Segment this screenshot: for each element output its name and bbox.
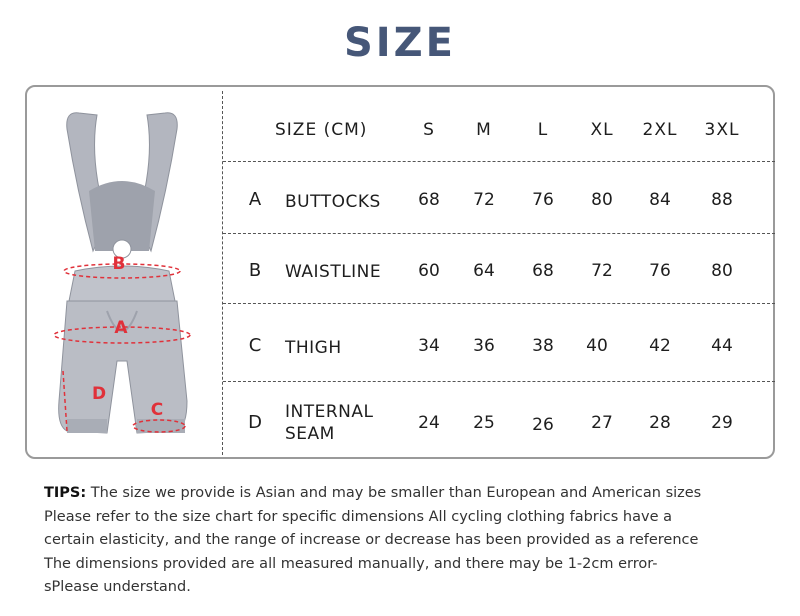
tips-label: TIPS:	[44, 485, 87, 501]
marker-d: D	[91, 384, 107, 404]
table-cell: 60	[418, 261, 440, 281]
table-header-size: XL	[590, 120, 614, 140]
tips-note	[44, 482, 764, 600]
table-cell: 40	[586, 336, 608, 356]
row-separator	[223, 381, 775, 382]
tips-line: The dimensions provided are all measured manually, and there may be 1-2cm error-	[44, 555, 658, 572]
page-title: SIZE	[343, 20, 457, 66]
size-chart-card	[25, 85, 775, 459]
marker-a: A	[114, 318, 128, 338]
table-cell: 68	[418, 190, 440, 210]
table-header-size: 2XL	[642, 120, 678, 140]
table-cell: 27	[591, 413, 613, 433]
row-separator	[223, 303, 775, 304]
row-label: SEAM	[285, 424, 335, 444]
row-letter: B	[248, 260, 262, 281]
table-cell: 80	[591, 190, 613, 210]
table-cell: 42	[649, 336, 671, 356]
table-cell: 29	[711, 413, 733, 433]
marker-b: B	[112, 254, 126, 274]
marker-c: C	[150, 400, 164, 420]
table-header-size: S	[423, 120, 435, 140]
tips-line: Please refer to the size chart for specific dimensions All cycling clothing fabrics have a	[44, 508, 672, 525]
table-cell: 44	[711, 336, 733, 356]
tips-line: The size we provide is Asian and may be smaller than European and American sizes	[90, 485, 702, 501]
row-letter: D	[248, 412, 262, 433]
table-cell: 36	[473, 336, 495, 356]
table-cell: 26	[532, 415, 554, 435]
table-cell: 25	[473, 413, 495, 433]
table-cell: 64	[473, 261, 495, 281]
table-header-size: M	[476, 120, 492, 140]
row-separator	[223, 233, 775, 234]
row-letter: A	[248, 189, 262, 210]
table-cell: 24	[418, 413, 440, 433]
table-cell: 88	[711, 190, 733, 210]
tips-line: certain elasticity, and the range of increase or decrease has been provided as a reference	[44, 532, 699, 548]
row-letter: C	[248, 335, 262, 356]
row-label: BUTTOCKS	[285, 192, 381, 212]
table-cell: 76	[532, 190, 554, 210]
bib-shorts-illustration	[37, 101, 207, 451]
row-separator	[223, 161, 775, 162]
row-label: INTERNAL	[285, 402, 374, 422]
table-cell: 34	[418, 336, 440, 356]
table-header-label: SIZE (CM)	[275, 120, 368, 140]
table-header-size: L	[537, 120, 549, 140]
tips-line: sPlease understand.	[44, 579, 191, 595]
row-label: THIGH	[285, 338, 342, 358]
table-cell: 72	[473, 190, 495, 210]
table-cell: 28	[649, 413, 671, 433]
table-cell: 76	[649, 261, 671, 281]
table-cell: 80	[711, 261, 733, 281]
table-cell: 68	[532, 261, 554, 281]
table-cell: 72	[591, 261, 613, 281]
row-label: WAISTLINE	[285, 262, 382, 282]
vertical-divider	[222, 91, 223, 455]
table-cell: 84	[649, 190, 671, 210]
table-header-size: 3XL	[704, 120, 740, 140]
table-cell: 38	[532, 336, 554, 356]
